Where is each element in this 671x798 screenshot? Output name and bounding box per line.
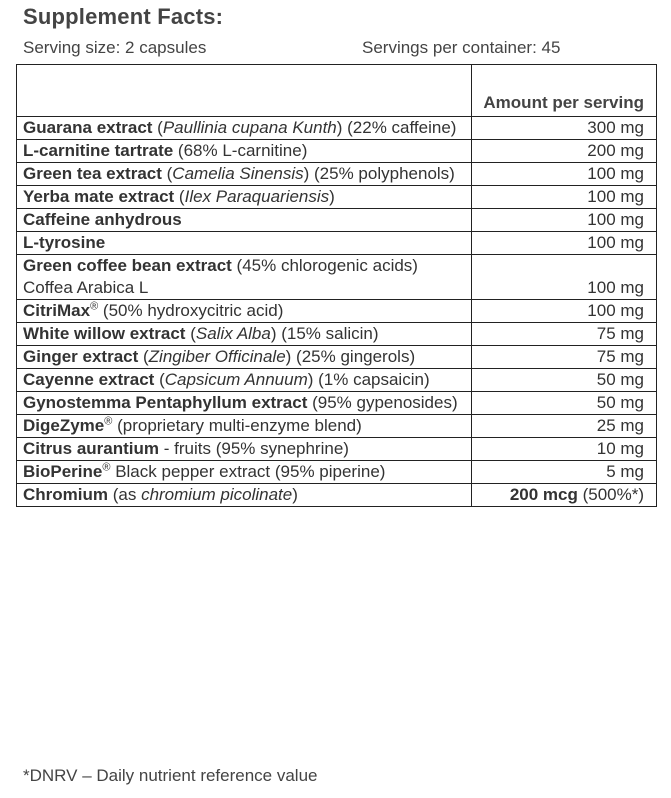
ingredient-description: ) bbox=[329, 187, 335, 206]
registered-mark: ® bbox=[90, 300, 99, 313]
ingredient-latin-name: Salix Alba bbox=[195, 324, 271, 343]
table-row bbox=[17, 117, 657, 140]
ingredient-cell bbox=[17, 186, 472, 209]
ingredient-description: ) (22% caffeine) bbox=[336, 118, 457, 137]
ingredient-description: (95% gypenosides) bbox=[307, 393, 458, 412]
ingredient-name: L-carnitine tartrate bbox=[23, 141, 174, 160]
table-row bbox=[17, 323, 657, 346]
amount-cell: 100 mg bbox=[472, 232, 657, 255]
ingredient-latin-name: Zingiber Officinale bbox=[148, 347, 286, 366]
amount-cell: 300 mg bbox=[472, 117, 657, 140]
ingredient-cell bbox=[17, 255, 472, 300]
amount-cell: 5 mg bbox=[472, 461, 657, 484]
amount-cell: 10 mg bbox=[472, 438, 657, 461]
ingredient-paren-close: ) bbox=[292, 485, 298, 504]
serving-size: Serving size: 2 capsules bbox=[23, 38, 207, 57]
amount-cell: 50 mg bbox=[472, 392, 657, 415]
ingredient-name: L-tyrosine bbox=[23, 233, 106, 252]
ingredient-name: Chromium bbox=[23, 485, 108, 504]
ingredient-paren: ( bbox=[152, 118, 163, 137]
ingredient-paren: ( bbox=[174, 187, 185, 206]
registered-mark: ® bbox=[104, 415, 113, 428]
ingredient-cell bbox=[17, 232, 472, 255]
chromium-amount: 200 mcg bbox=[509, 485, 578, 504]
table-row bbox=[17, 300, 657, 323]
ingredient-cell bbox=[17, 415, 472, 438]
ingredient-cell bbox=[17, 346, 472, 369]
ingredient-description: (45% chlorogenic acids) bbox=[231, 256, 418, 275]
ingredient-cell bbox=[17, 140, 472, 163]
ingredient-description: ) (15% salicin) bbox=[270, 324, 379, 343]
amount-cell: 50 mg bbox=[472, 369, 657, 392]
amount-cell bbox=[472, 484, 657, 507]
ingredient-name: Green coffee bean extract bbox=[23, 256, 232, 275]
table-row bbox=[17, 369, 657, 392]
registered-mark: ® bbox=[102, 461, 111, 474]
ingredient-description: ) (25% gingerols) bbox=[285, 347, 416, 366]
ingredient-cell bbox=[17, 438, 472, 461]
table-row bbox=[17, 232, 657, 255]
amount-cell: 100 mg bbox=[472, 186, 657, 209]
ingredient-cell bbox=[17, 323, 472, 346]
servings-per-container: Servings per container: 45 bbox=[362, 38, 561, 57]
table-row bbox=[17, 209, 657, 232]
page-title: Supplement Facts: bbox=[23, 4, 224, 29]
ingredient-paren: ( bbox=[154, 370, 165, 389]
table-row bbox=[17, 186, 657, 209]
amount-header: Amount per serving bbox=[472, 65, 657, 117]
ingredient-description: ) (25% polyphenols) bbox=[303, 164, 455, 183]
ingredient-latin-name: chromium picolinate bbox=[141, 485, 293, 504]
ingredient-latin-name: Ilex Paraquariensis bbox=[184, 187, 330, 206]
ingredient-description: ) (1% capsaicin) bbox=[307, 370, 430, 389]
ingredient-name: Ginger extract bbox=[23, 347, 139, 366]
amount-cell: 100 mg bbox=[472, 255, 657, 300]
ingredient-cell bbox=[17, 392, 472, 415]
amount-cell: 25 mg bbox=[472, 415, 657, 438]
ingredient-description: (68% L-carnitine) bbox=[173, 141, 308, 160]
ingredient-cell bbox=[17, 209, 472, 232]
header-empty-cell bbox=[17, 65, 472, 117]
ingredient-latin-name: Capsicum Annuum bbox=[164, 370, 308, 389]
ingredient-description: (50% hydroxycitric acid) bbox=[98, 301, 284, 320]
amount-cell: 100 mg bbox=[472, 209, 657, 232]
ingredient-cell bbox=[17, 163, 472, 186]
ingredient-name: CitriMax bbox=[23, 301, 91, 320]
table-row bbox=[17, 392, 657, 415]
amount-cell: 100 mg bbox=[472, 163, 657, 186]
ingredient-name: Green tea extract bbox=[23, 164, 162, 183]
ingredient-name: Yerba mate extract bbox=[23, 187, 175, 206]
table-row bbox=[17, 255, 657, 300]
supplement-facts-table bbox=[16, 64, 657, 507]
ingredient-paren: ( bbox=[138, 347, 149, 366]
serving-info bbox=[23, 38, 643, 58]
table-row bbox=[17, 438, 657, 461]
table-row bbox=[17, 461, 657, 484]
footnote: *DNRV – Daily nutrient reference value bbox=[23, 766, 318, 785]
ingredient-name: Citrus aurantium bbox=[23, 439, 160, 458]
amount-cell: 75 mg bbox=[472, 323, 657, 346]
ingredient-paren: ( bbox=[161, 164, 173, 183]
ingredient-cell bbox=[17, 300, 472, 323]
ingredient-latin-name: Paullinia cupana Kunth bbox=[162, 118, 337, 137]
chromium-dnrv: (500%*) bbox=[577, 485, 644, 504]
table-row bbox=[17, 346, 657, 369]
table-row bbox=[17, 415, 657, 438]
ingredient-name: Gynostemma Pentaphyllum extract bbox=[23, 393, 308, 412]
ingredient-paren: ( bbox=[185, 324, 196, 343]
table-header-row bbox=[17, 65, 657, 117]
ingredient-cell bbox=[17, 117, 472, 140]
ingredient-name: Caffeine anhydrous bbox=[23, 210, 182, 229]
amount-cell: 100 mg bbox=[472, 300, 657, 323]
amount-cell: 200 mg bbox=[472, 140, 657, 163]
ingredient-name: Cayenne extract bbox=[23, 370, 155, 389]
ingredient-description: (proprietary multi-enzyme blend) bbox=[112, 416, 362, 435]
table-row-chromium bbox=[17, 484, 657, 507]
amount-cell: 75 mg bbox=[472, 346, 657, 369]
ingredient-cell bbox=[17, 369, 472, 392]
table-row bbox=[17, 140, 657, 163]
ingredient-name: Guarana extract bbox=[23, 118, 153, 137]
ingredient-cell bbox=[17, 484, 472, 507]
ingredient-cell bbox=[17, 461, 472, 484]
ingredient-paren: (as bbox=[108, 485, 142, 504]
ingredient-description: Black pepper extract (95% piperine) bbox=[110, 462, 386, 481]
ingredient-name: White willow extract bbox=[23, 324, 186, 343]
table-row bbox=[17, 163, 657, 186]
ingredient-extra: Coffea Arabica L bbox=[23, 278, 149, 297]
ingredient-description: - fruits (95% synephrine) bbox=[159, 439, 349, 458]
ingredient-name: BioPerine bbox=[23, 462, 103, 481]
ingredient-name: DigeZyme bbox=[23, 416, 105, 435]
ingredient-latin-name: Camelia Sinensis bbox=[172, 164, 304, 183]
